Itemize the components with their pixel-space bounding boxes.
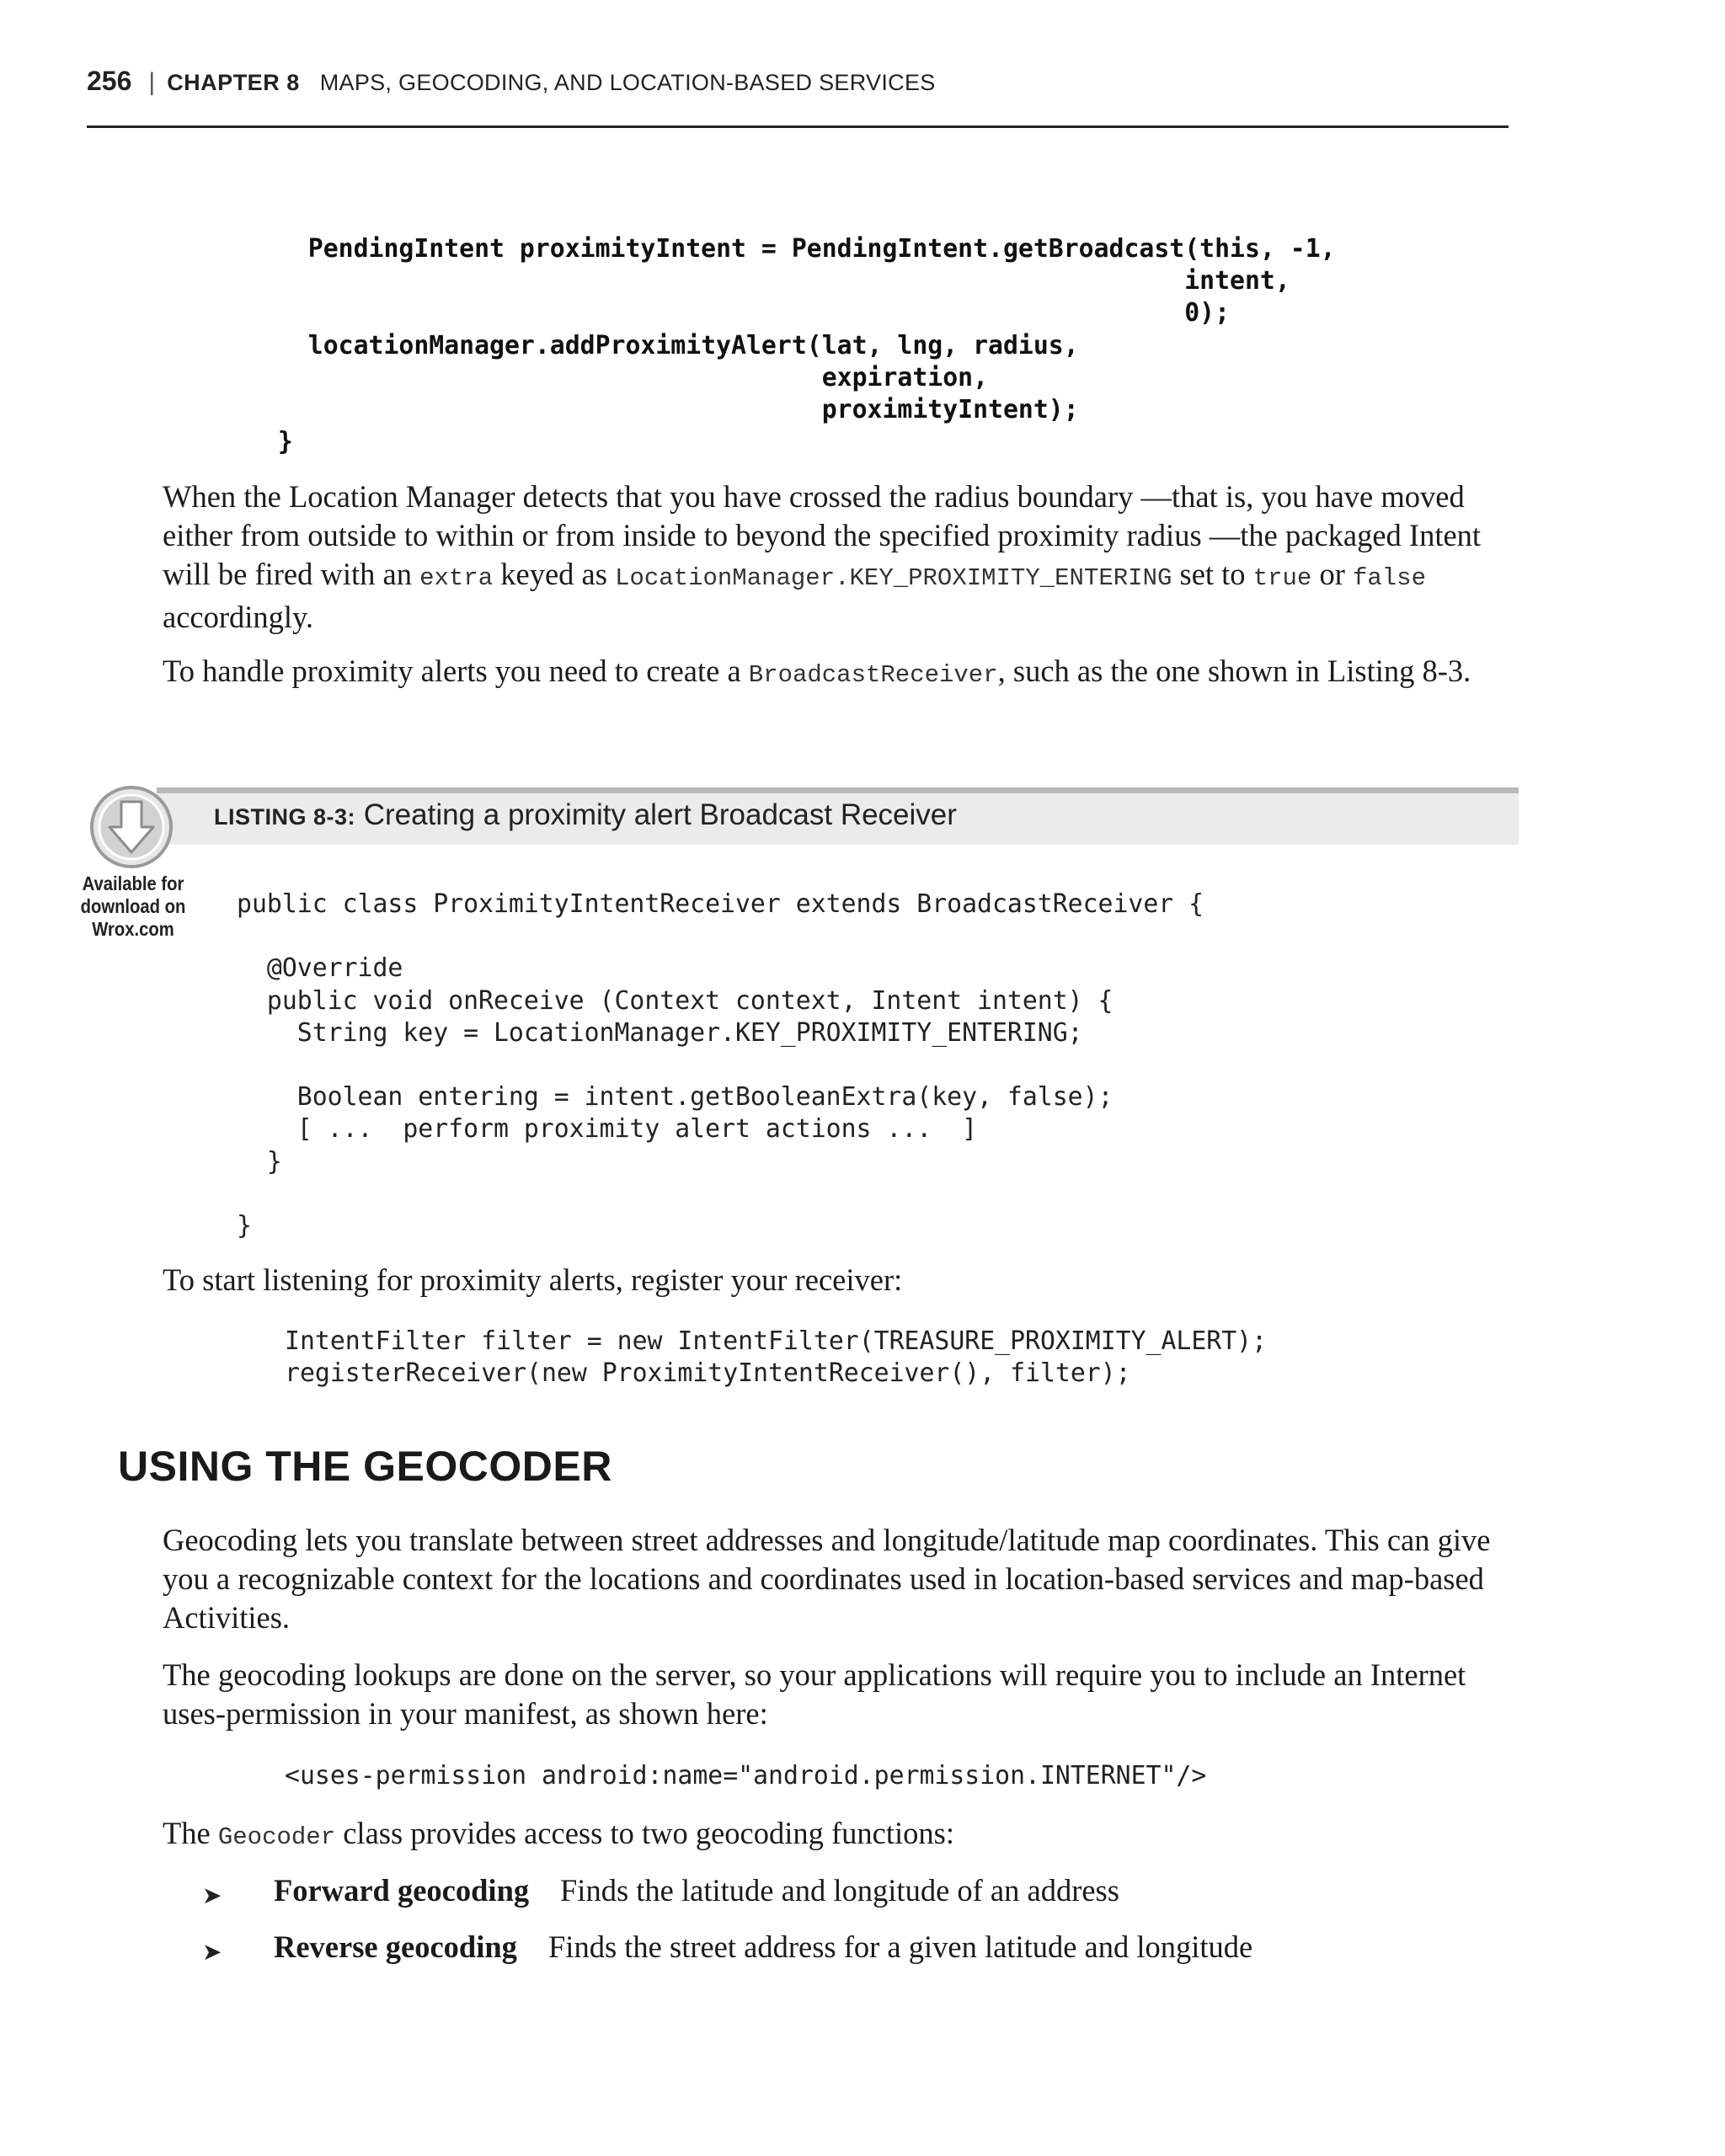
inline-code: true bbox=[1252, 564, 1312, 592]
code-line: Boolean entering = intent.getBooleanExtra(key, false); bbox=[237, 1082, 1114, 1113]
code-line: proximityIntent); bbox=[248, 395, 1079, 425]
running-header bbox=[87, 66, 936, 103]
code-line: 0); bbox=[248, 298, 1231, 328]
bullet-text: Finds the latitude and longitude of an address bbox=[560, 1873, 1119, 1908]
paragraph-register-receiver: To start listening for proximity alerts, register your receiver: bbox=[163, 1262, 903, 1297]
paragraph-geocoder-class: The Geocoder class provides access to two geocoding functions: bbox=[163, 1816, 955, 1851]
code-line bbox=[237, 1049, 1204, 1081]
paragraph-proximity-detection: When the Location Manager detects that you have crossed the radius boundary —that is, you have moved either from outside to within or from inside to beyond the specified proximity radius —the packaged Intent will be fired with an extra keyed as LocationManager.KEY_PROXIMITY_ENTERING set to true or false accordingly. bbox=[163, 479, 1482, 634]
download-note: Available for download on Wrox.com bbox=[80, 873, 186, 940]
bullet-term: Reverse geocoding bbox=[274, 1929, 517, 1964]
paragraph-geocoding-intro: Geocoding lets you translate between street addresses and longitude/latitude map coordinates. This can give you a recognizable context for the locations and coordinates used in location-based services and map-based Activities. bbox=[163, 1523, 1491, 1635]
code-line: intent, bbox=[248, 266, 1290, 296]
code-line: <uses-permission android:name="android.permission.INTERNET"/> bbox=[285, 1761, 1207, 1790]
paragraph-server-lookup: The geocoding lookups are done on the server, so your applications will require you to include an Internet uses-permission in your manifest, as shown here: bbox=[163, 1657, 1466, 1731]
download-arrow-icon[interactable] bbox=[89, 785, 174, 869]
code-line: } bbox=[237, 1211, 252, 1241]
code-line: registerReceiver(new ProximityIntentReceiver(), filter); bbox=[285, 1358, 1131, 1389]
header-separator: | bbox=[148, 68, 156, 96]
inline-code: false bbox=[1352, 564, 1426, 592]
code-line: public void onReceive (Context context, Intent intent) { bbox=[237, 985, 1114, 1016]
code-line: } bbox=[237, 1146, 282, 1177]
inline-code: LocationManager.KEY_PROXIMITY_ENTERING bbox=[615, 564, 1172, 592]
code-line: PendingIntent proximityIntent = PendingIntent.getBroadcast(this, -1, bbox=[248, 234, 1336, 264]
paragraph-handle-alerts: To handle proximity alerts you need to create a BroadcastReceiver, such as the one shown in Listing 8-3. bbox=[163, 654, 1471, 689]
section-heading: USING THE GEOCODER bbox=[118, 1443, 612, 1490]
code-block-permission bbox=[285, 1760, 1206, 1792]
code-line: locationManager.addProximityAlert(lat, lng, radius, bbox=[248, 330, 1079, 360]
inline-code: BroadcastReceiver bbox=[748, 661, 998, 689]
inline-code: Geocoder bbox=[217, 1823, 336, 1851]
code-line: String key = LocationManager.KEY_PROXIMITY_ENTERING; bbox=[237, 1017, 1083, 1048]
page-number: 256 bbox=[87, 66, 132, 96]
code-line: IntentFilter filter = new IntentFilter(TREASURE_PROXIMITY_ALERT); bbox=[285, 1326, 1268, 1356]
bullet-term: Forward geocoding bbox=[274, 1873, 530, 1908]
code-line: @Override bbox=[237, 953, 403, 984]
code-block-top bbox=[248, 233, 1336, 458]
bullet-arrow-icon: ➤ bbox=[202, 1938, 222, 1966]
code-line bbox=[237, 1178, 1204, 1210]
code-line: } bbox=[248, 427, 293, 457]
code-line: expiration, bbox=[248, 362, 989, 392]
code-line: public class ProximityIntentReceiver extends BroadcastReceiver { bbox=[237, 889, 1204, 919]
code-line: [ ... perform proximity alert actions ... ] bbox=[237, 1114, 978, 1145]
chapter-title: MAPS, GEOCODING, AND LOCATION-BASED SERVICES bbox=[319, 70, 936, 95]
listing-code bbox=[237, 889, 1204, 1242]
header-rule bbox=[87, 125, 1509, 128]
listing-label: LISTING 8-3: bbox=[214, 804, 356, 830]
listing-title bbox=[214, 798, 957, 832]
bullet-text: Finds the street address for a given latitude and longitude bbox=[548, 1929, 1253, 1964]
listing-caption: Creating a proximity alert Broadcast Receiver bbox=[363, 798, 957, 831]
inline-code: extra bbox=[419, 564, 494, 592]
chapter-label: CHAPTER 8 bbox=[167, 70, 300, 95]
code-line bbox=[237, 921, 1204, 953]
code-block-register bbox=[285, 1326, 1267, 1390]
bullet-arrow-icon: ➤ bbox=[202, 1881, 222, 1909]
